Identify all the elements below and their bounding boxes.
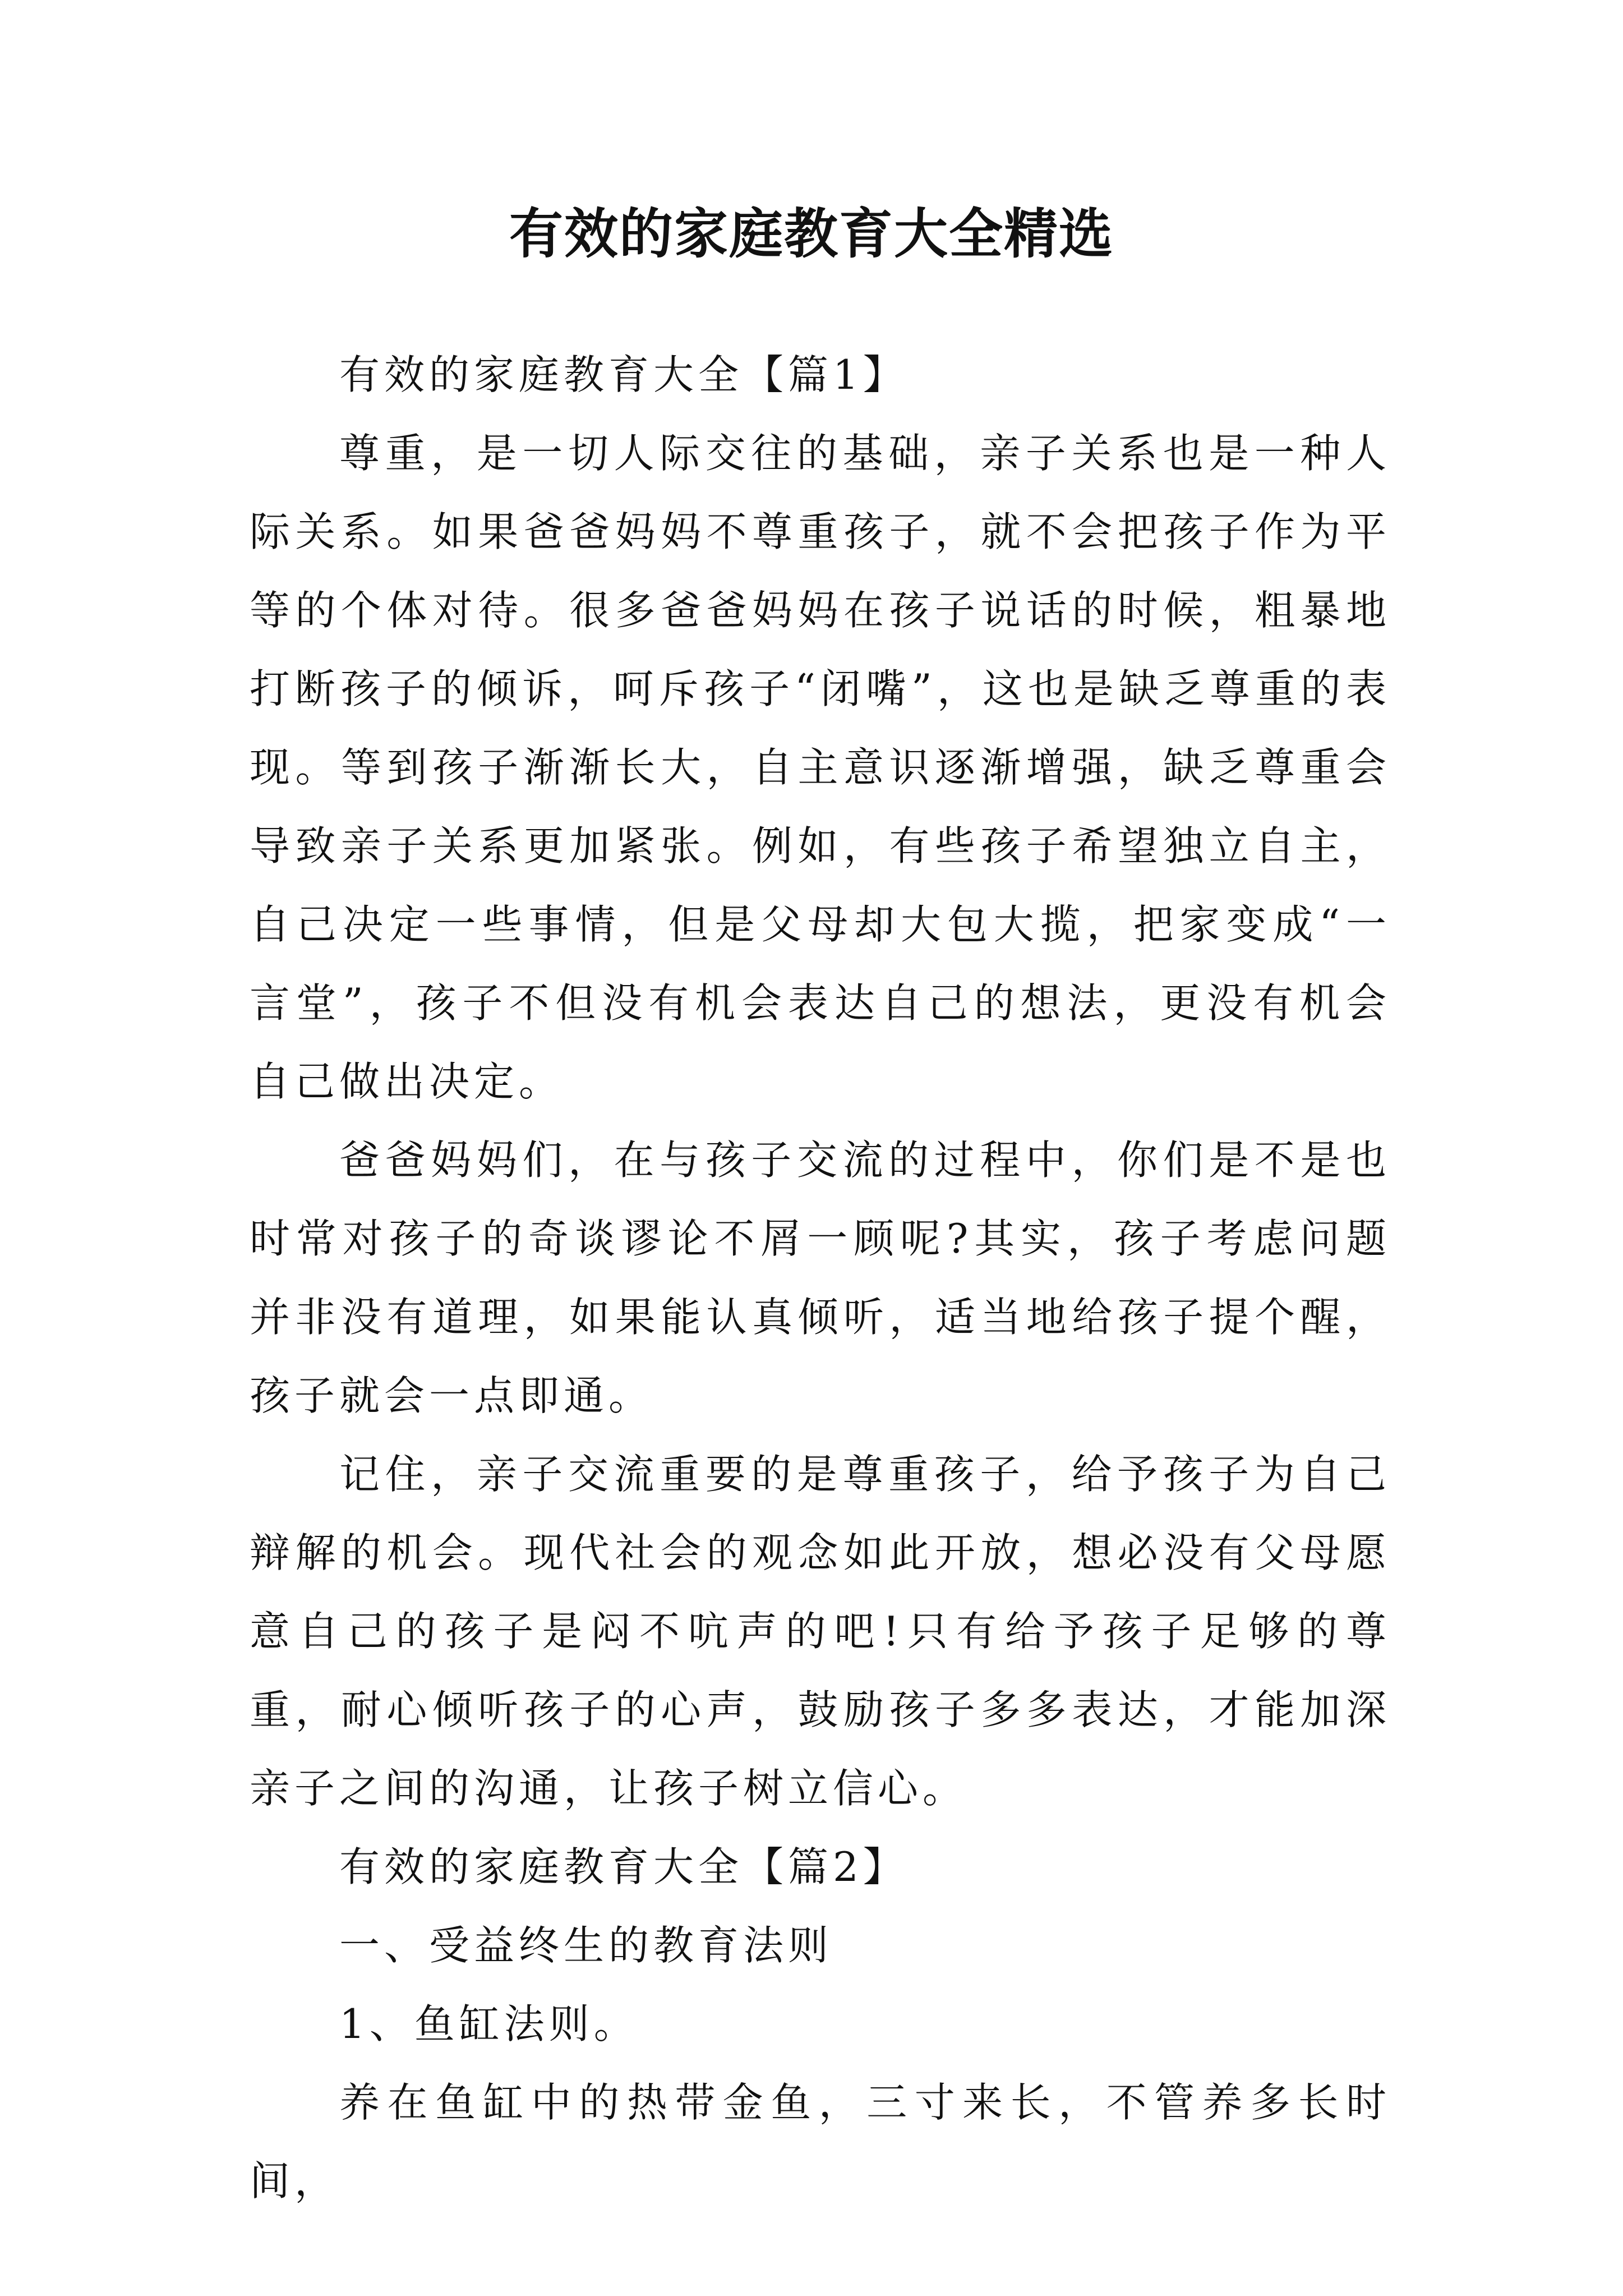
section-heading-2: 有效的家庭教育大全【篇2】 <box>339 1843 908 1890</box>
paragraph-2: 爸爸妈妈们，在与孩子交流的过程中，你们是不是也时常对孩子的奇谈谬论不屑一顾呢?其实，孩子考虑问题并非没有道理，如果能认真倾听，适当地给孩子提个醒，孩子就会一点即通。 <box>250 1137 1391 1419</box>
section-heading-1: 有效的家庭教育大全【篇1】 <box>339 351 908 398</box>
document-title: 有效的家庭教育大全精选 <box>509 202 1114 265</box>
paragraph-4: 养在鱼缸中的热带金鱼，三寸来长，不管养多长时间， <box>250 2079 1391 2205</box>
document-body <box>250 335 1391 2220</box>
subheading-1: 一、受益终生的教育法则 <box>339 1922 833 1969</box>
subheading-2: 1、鱼缸法则。 <box>339 2000 639 2047</box>
paragraph-3: 记住，亲子交流重要的是尊重孩子，给予孩子为自己辩解的机会。现代社会的观念如此开放，想必没有父母愿意自己的孩子是闷不吭声的吧!只有给予孩子足够的尊重，耐心倾听孩子的心声，鼓励孩子多多表达，才能加深亲子之间的沟通，让孩子树立信心。 <box>250 1451 1391 1812</box>
paragraph-1: 尊重，是一切人际交往的基础，亲子关系也是一种人际关系。如果爸爸妈妈不尊重孩子，就不会把孩子作为平等的个体对待。很多爸爸妈妈在孩子说话的时候，粗暴地打断孩子的倾诉，呵斥孩子“闭嘴”，这也是缺乏尊重的表现。等到孩子渐渐长大，自主意识逐渐增强，缺乏尊重会导致亲子关系更加紧张。例如，有些孩子希望独立自主，自己决定一些事情，但是父母却大包大揽，把家变成“一言堂”，孩子不但没有机会表达自己的想法，更没有机会自己做出决定。 <box>250 430 1391 1105</box>
